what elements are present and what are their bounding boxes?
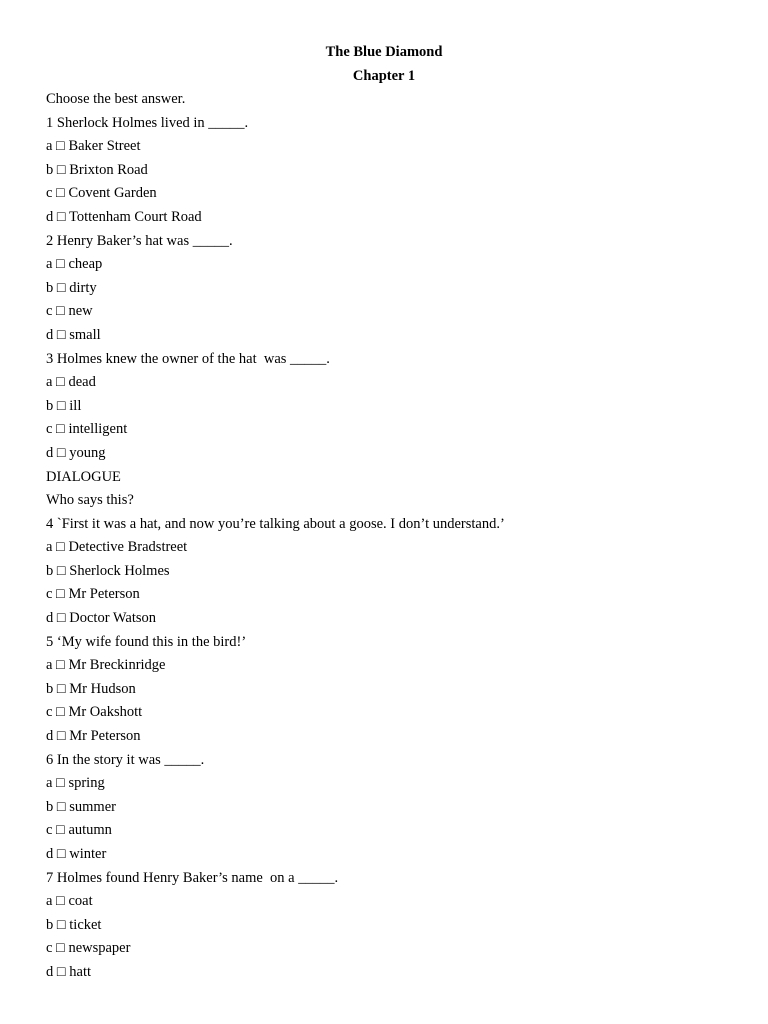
answer-option: b □ dirty xyxy=(46,279,97,296)
answer-option: c □ Mr Oakshott xyxy=(46,704,143,721)
answer-option: a □ dead xyxy=(46,374,96,391)
answer-option: b □ Mr Hudson xyxy=(46,680,136,697)
question-text: 7 Holmes found Henry Baker’s name on a _____. xyxy=(46,869,339,886)
answer-option: c □ Covent Garden xyxy=(46,185,157,202)
answer-option: a □ Detective Bradstreet xyxy=(46,539,188,556)
answer-option: c □ autumn xyxy=(46,822,112,839)
answer-option: c □ intelligent xyxy=(46,421,128,438)
answer-option: a □ cheap xyxy=(46,256,103,273)
answer-option: d □ winter xyxy=(46,846,107,862)
document-title: The Blue Diamond xyxy=(325,44,443,60)
answer-option: d □ young xyxy=(46,444,106,461)
answer-option: b □ summer xyxy=(46,798,116,815)
answer-option: b □ ill xyxy=(46,397,82,414)
answer-option: d □ hatt xyxy=(46,963,92,980)
answer-option: d □ Mr Peterson xyxy=(46,728,141,745)
answer-option: a □ coat xyxy=(46,893,93,910)
question-text: 1 Sherlock Holmes lived in _____. xyxy=(46,114,249,131)
chapter-heading: Chapter 1 xyxy=(352,68,416,84)
question-text: 6 In the story it was _____. xyxy=(46,751,205,768)
answer-option: a □ Mr Breckinridge xyxy=(46,657,166,674)
answer-option: a □ spring xyxy=(46,775,105,792)
answer-option: d □ Tottenham Court Road xyxy=(46,208,202,225)
answer-option: b □ Sherlock Holmes xyxy=(46,562,170,579)
question-text: 2 Henry Baker’s hat was _____. xyxy=(46,232,233,249)
answer-option: c □ new xyxy=(46,303,93,320)
quiz-line: Who says this? xyxy=(46,492,134,509)
quiz-body xyxy=(46,90,746,987)
section-heading: DIALOGUE xyxy=(46,468,121,485)
answer-option: c □ newspaper xyxy=(46,940,131,957)
answer-option: c □ Mr Peterson xyxy=(46,586,140,603)
answer-option: b □ ticket xyxy=(46,916,102,933)
instruction-text: Choose the best answer. xyxy=(46,91,186,107)
answer-option: d □ small xyxy=(46,326,101,343)
answer-option: b □ Brixton Road xyxy=(46,161,148,178)
question-text: 3 Holmes knew the owner of the hat was _____. xyxy=(46,350,330,367)
answer-option: a □ Baker Street xyxy=(46,138,141,155)
question-text: 4 `First it was a hat, and now you’re talking about a goose. I don’t understand.’ xyxy=(46,515,505,532)
answer-option: d □ Doctor Watson xyxy=(46,610,157,627)
question-text: 5 ‘My wife found this in the bird!’ xyxy=(46,633,247,650)
